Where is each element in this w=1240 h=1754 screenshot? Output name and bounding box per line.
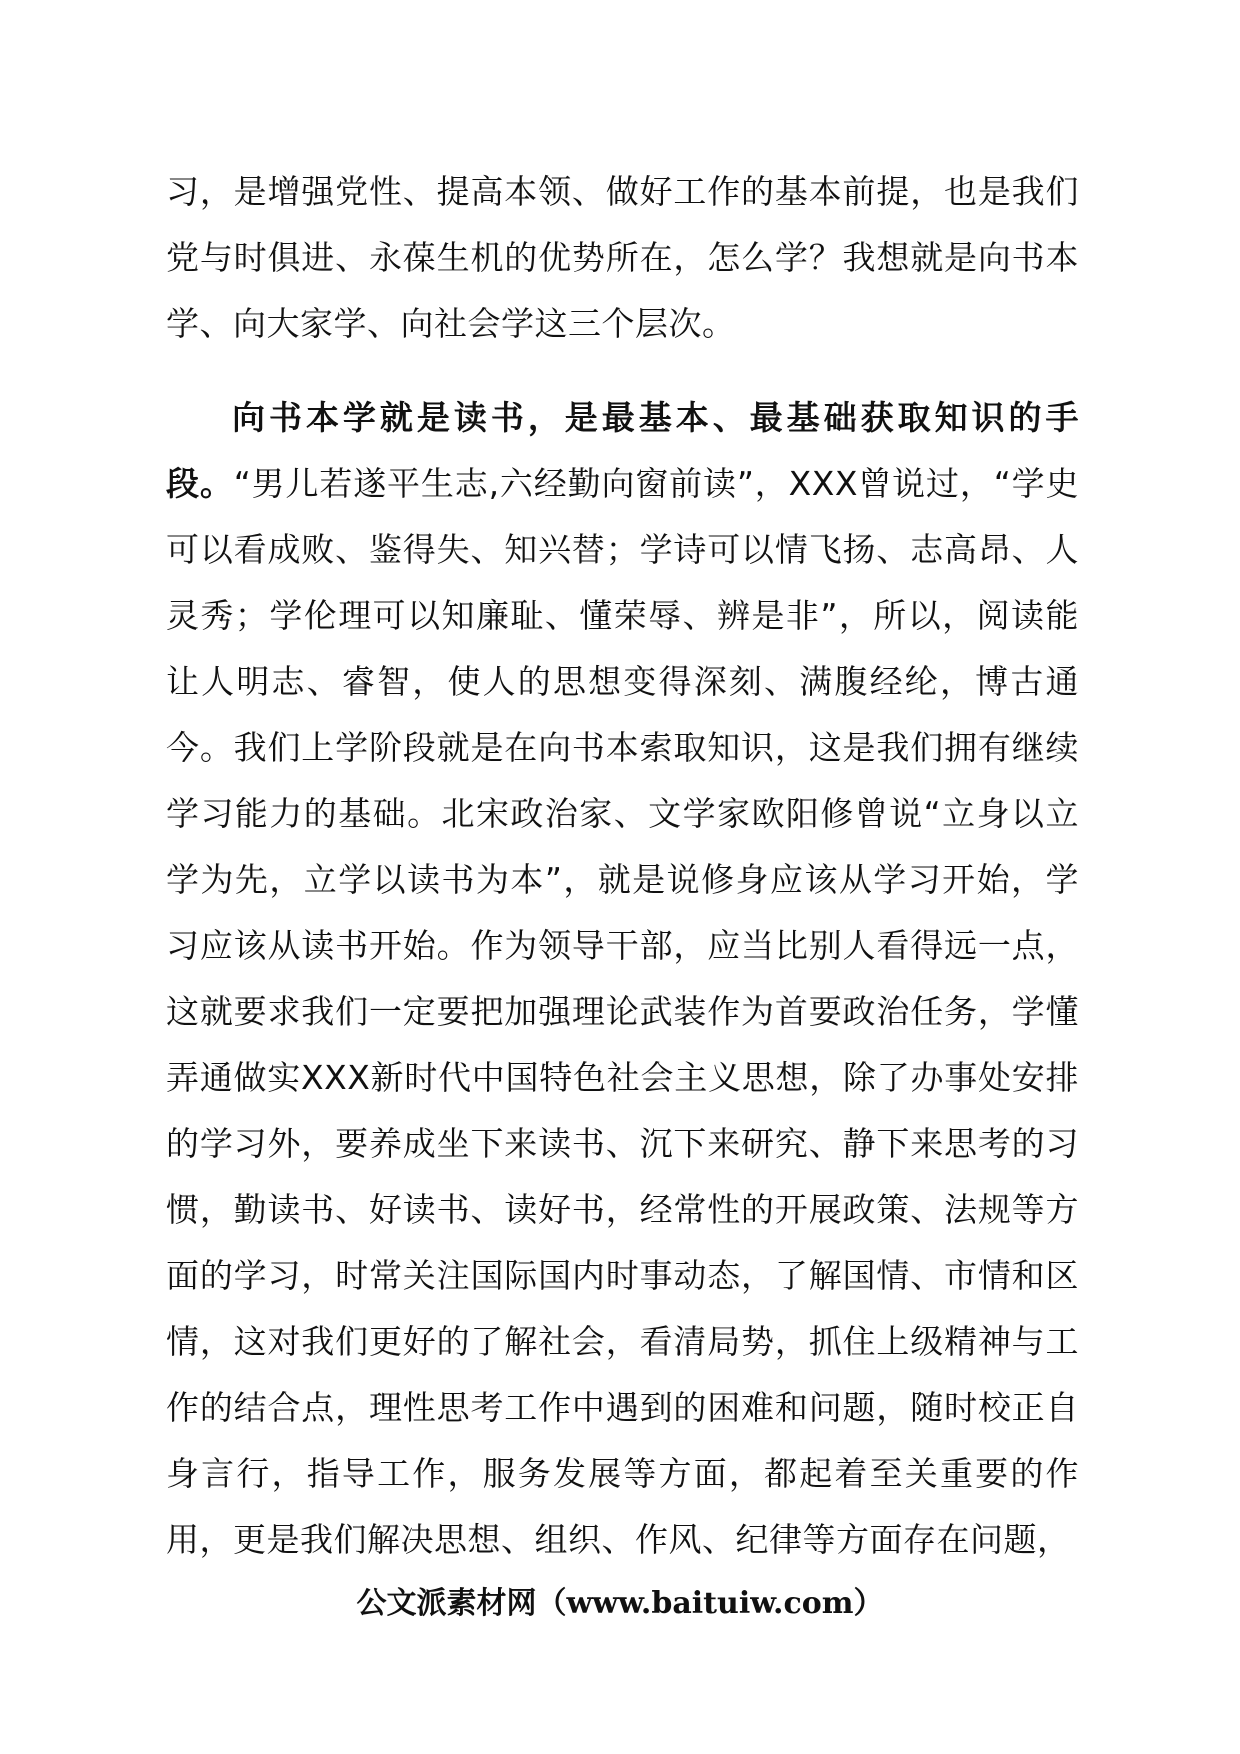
opening-paragraph: 习，是增强党性、提高本领、做好工作的基本前提，也是我们党与时俱进、永葆生机的优势所在，怎么学？我想就是向书本学、向大家学、向社会学这三个层次。 — [166, 172, 1079, 343]
document-body — [166, 159, 1079, 1573]
footer-watermark: 公文派素材网（www.baituiw.com） — [356, 1586, 884, 1621]
section-heading: 向书本学就是读书，是最基本、最基础获取知识的手段。 — [166, 398, 1079, 503]
section-paragraph — [166, 385, 1079, 1573]
body-paragraph: “男儿若遂平生志,六经勤向窗前读”，XXX曾说过，“学史可以看成败、鉴得失、知兴替；学诗可以情飞扬、志高昂、人灵秀；学伦理可以知廉耻、懂荣辱、辨是非”，所以，阅读能让人明志、睿智，使人的思想变得深刻、满腹经纶，博古通今。我们上学阶段就是在向书本索取知识，这是我们拥有继续学习能力的基础。北宋政治家、文学家欧阳修曾说“立身以立学为先，立学以读书为本”，就是说修身应该从学习开始，学习应该从读书开始。作为领导干部，应当比别人看得远一点，这就要求我们一定要把加强理论武装作为首要政治任务，学懂弄通做实XXX新时代中国特色社会主义思想，除了办事处安排的学习外，要养成坐下来读书、沉下来研究、静下来思考的习惯，勤读书、好读书、读好书，经常性的开展政策、法规等方面的学习，时常关注国际国内时事动态，了解国情、市情和区情，这对我们更好的了解社会，看清局势，抓住上级精神与工作的结合点，理性思考工作中遇到的困难和问题，随时校正自身言行，指导工作，服务发展等方面，都起着至关重要的作用，更是我们解决思想、组织、作风、纪律等方面存在问题， — [166, 464, 1079, 1559]
